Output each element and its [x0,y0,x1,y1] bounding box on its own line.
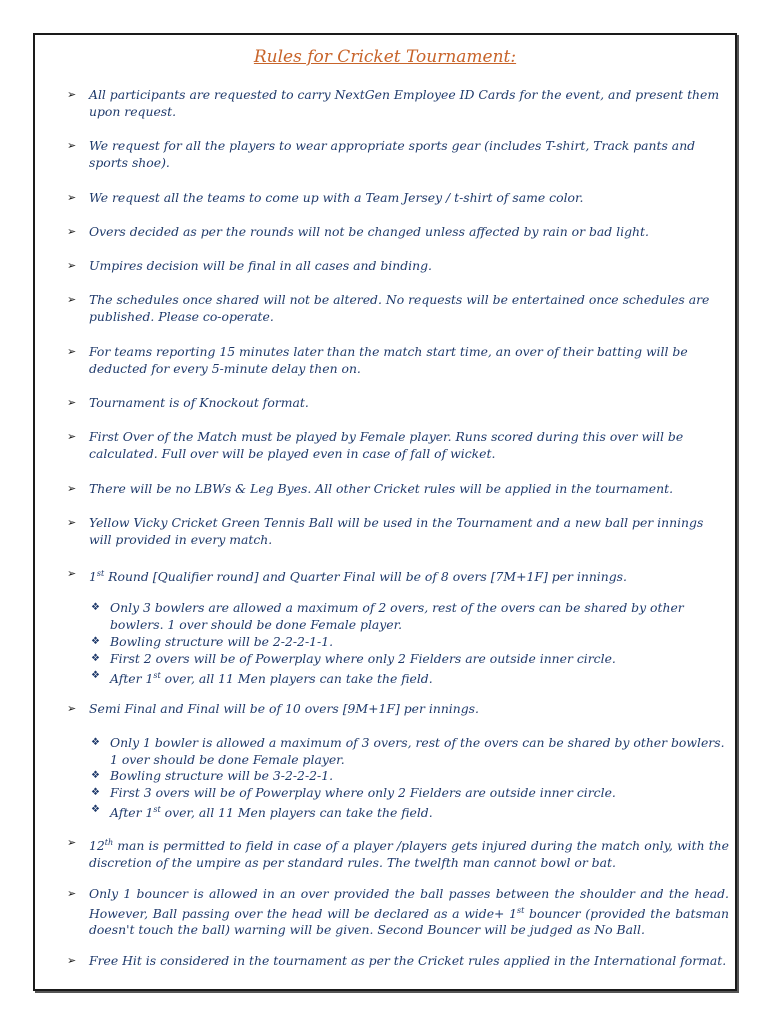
arrow-bullet-icon: ➢ [67,954,77,967]
arrow-bullet-icon: ➢ [67,139,77,152]
rule-item [67,224,729,241]
rule-item [67,429,729,462]
diamond-bullet-icon: ❖ [91,602,100,613]
rule-item-twelfth-man [67,835,729,871]
rule-text-before: Only 1 bouncer is allowed in an over provided the ball passes between the shoulder and the head. However, Ball passing over the head will be declared as a wide+ 1 [89,886,729,921]
diamond-bullet-icon: ❖ [91,636,100,647]
arrow-bullet-icon: ➢ [67,293,77,306]
arrow-bullet-icon: ➢ [67,259,77,272]
sub-rule-item [91,785,731,802]
rule-text-after: bouncer (provided the batsman doesn't touch the ball) warning will be given. Second Bouncer will be judged as No Ball. [89,905,729,938]
arrow-bullet-icon: ➢ [67,567,77,580]
diamond-bullet-icon: ❖ [91,770,100,781]
rule-text-rest: Round [Qualifier round] and Quarter Final will be of 8 overs [7M+1F] per innings. [104,569,627,585]
sub-rule-text: Bowling structure will be 2-2-2-1-1. [110,634,334,649]
arrow-bullet-icon: ➢ [67,225,77,238]
rule-item [67,481,729,498]
sub-rule-item [91,634,731,651]
rule-item [67,395,729,412]
rule-text [89,835,729,871]
sub-rule-item [91,651,731,668]
rule-item [67,87,729,120]
ordinal-suffix: th [104,838,114,847]
rule-text: The schedules once shared will not be altered. No requests will be entertained once schedules are published. Please co-operate. [89,292,710,324]
rule-item [67,292,729,325]
rule-text: Umpires decision will be final in all cases and binding. [89,258,432,273]
rule-item [67,344,729,377]
diamond-bullet-icon: ❖ [91,787,100,798]
diamond-bullet-icon: ❖ [91,653,100,664]
rule-item [67,190,729,207]
rule-text: We request all the teams to come up with a Team Jersey / t-shirt of same color. [89,190,584,205]
ordinal-number: 12 [89,838,105,854]
rule-item [67,515,729,548]
arrow-bullet-icon: ➢ [67,191,77,204]
sub-rule-prefix: After 1 [110,671,154,687]
rule-text: We request for all the players to wear appropriate sports gear (includes T-shirt, Track pants and sports shoe). [89,138,696,170]
ordinal-suffix: st [153,805,161,814]
sub-rule-prefix: After 1 [110,805,154,821]
diamond-bullet-icon: ❖ [91,737,100,748]
sub-rule-item [91,668,731,688]
arrow-bullet-icon: ➢ [67,396,77,409]
rule-text: Tournament is of Knockout format. [89,395,309,410]
ordinal-suffix: st [153,671,161,680]
rule-item-free-hit [67,953,729,970]
rule-text: Free Hit is considered in the tournament as per the Cricket rules applied in the International format. [89,953,727,968]
arrow-bullet-icon: ➢ [67,345,77,358]
ordinal-number: 1 [89,569,97,585]
arrow-bullet-icon: ➢ [67,702,77,715]
rule-text: For teams reporting 15 minutes later than the match start time, an over of their batting will be deducted for every 5-minute delay then on. [89,344,688,376]
sub-rule-item [91,768,731,785]
rule-item-bouncer [67,886,729,939]
arrow-bullet-icon: ➢ [67,88,77,101]
ordinal-suffix: st [517,905,525,915]
sub-rule-rest: over, all 11 Men players can take the field. [160,671,433,687]
arrow-bullet-icon: ➢ [67,836,77,849]
rule-text: Overs decided as per the rounds will not be changed unless affected by rain or bad light. [89,224,649,239]
diamond-bullet-icon: ❖ [91,670,100,681]
sub-rule-text: Bowling structure will be 3-2-2-2-1. [110,768,334,783]
sub-rule-text [110,668,731,688]
sub-rule-text: First 2 overs will be of Powerplay where only 2 Fielders are outside inner circle. [110,651,616,666]
rule-text: First Over of the Match must be played by Female player. Runs scored during this over will be calculated. Full over will be played even in case of fall of wicket. [89,429,684,461]
sub-rule-text [110,802,731,822]
sub-rule-item [91,802,731,822]
page-title: Rules for Cricket Tournament: [253,47,517,67]
sub-rule-text: Only 1 bowler is allowed a maximum of 3 overs, rest of the overs can be shared by other bowlers. 1 over should be done Female player. [110,735,725,767]
sub-rule-text: Only 3 bowlers are allowed a maximum of 2 overs, rest of the overs can be shared by other bowlers. 1 over should be done Female player. [110,600,684,632]
arrow-bullet-icon: ➢ [67,430,77,443]
sub-rule-item [91,735,731,768]
rule-text: Semi Final and Final will be of 10 overs [9M+1F] per innings. [89,701,479,716]
rule-text [89,886,729,939]
document-page [33,33,737,991]
diamond-bullet-icon: ❖ [91,804,100,815]
arrow-bullet-icon: ➢ [67,482,77,495]
rule-text: Yellow Vicky Cricket Green Tennis Ball will be used in the Tournament and a new ball per innings will provided in every match. [89,515,704,547]
sub-rule-item [91,600,731,633]
rule-item [67,138,729,171]
rule-item [67,258,729,275]
rule-text: All participants are requested to carry NextGen Employee ID Cards for the event, and present them upon request. [89,87,720,119]
rule-item-round1 [67,566,729,586]
rule-text [89,566,729,586]
ordinal-suffix: st [96,569,105,578]
rule-text-rest: man is permitted to field in case of a player /players gets injured during the match only, with the discretion of the umpire as per standard rules. The twelfth man cannot bowl or bat. [89,838,729,870]
arrow-bullet-icon: ➢ [67,516,77,529]
rule-text: There will be no LBWs & Leg Byes. All other Cricket rules will be applied in the tournament. [89,481,674,496]
rule-item-semis [67,701,729,718]
arrow-bullet-icon: ➢ [67,887,77,900]
sub-rule-text: First 3 overs will be of Powerplay where only 2 Fielders are outside inner circle. [110,785,616,800]
sub-rule-rest: over, all 11 Men players can take the field. [160,805,433,821]
